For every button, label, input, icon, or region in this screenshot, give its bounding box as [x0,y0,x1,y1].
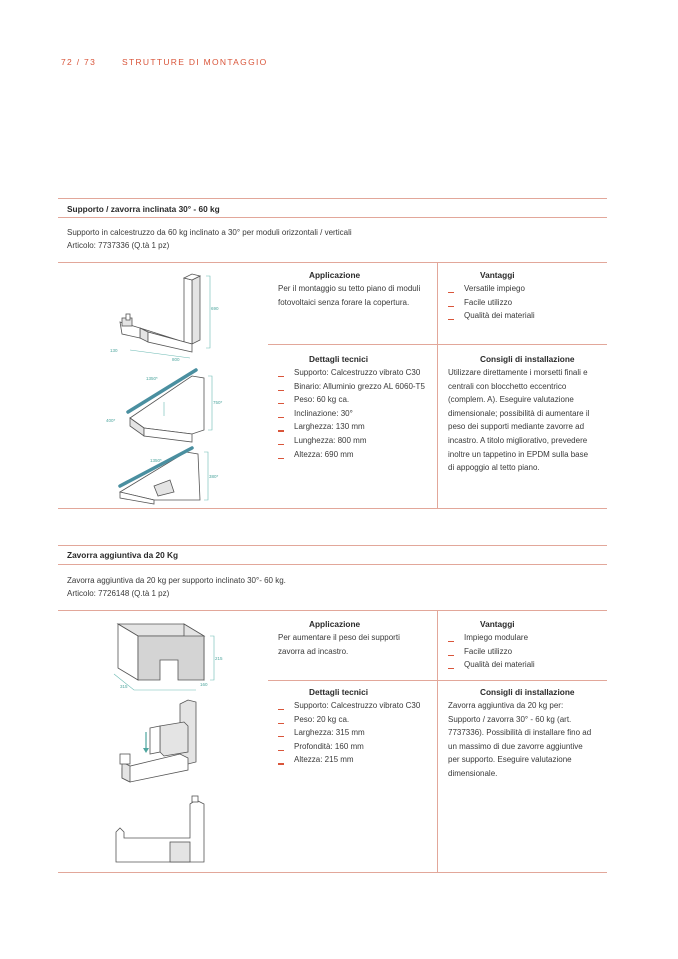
concrete-support-drawing-icon [100,268,270,504]
list-item: Altezza: 690 mm [278,448,425,462]
column-divider [437,262,438,508]
applicazione-title: Applicazione [309,270,361,280]
divider [58,545,607,546]
inclined-support-variant-drawing [120,448,219,504]
divider [58,217,607,218]
divider [58,610,607,611]
description-line: Zavorra aggiuntiva da 20 kg per supporto inclinato 30°- 60 kg. [67,576,286,585]
list-item: Profondità: 160 mm [278,740,420,754]
dettagli-title: Dettagli tecnici [309,354,369,364]
divider [268,680,607,681]
list-item: Qualità dei materiali [448,658,535,672]
consigli-text: Zavorra aggiuntiva da 20 kg per: Supporto / zavorra 30° - 60 kg (art. 7737336). Possibilità di installare fino ad un massimo di due zavorre aggiuntive per supporto. Eseguire valutazione dimensionale. [448,701,592,778]
applicazione-title: Applicazione [309,619,361,629]
list-item: Larghezza: 315 mm [278,726,420,740]
description-line: Supporto in calcestruzzo da 60 kg inclinato a 30° per moduli orizzontali / verticali [67,228,352,237]
consigli-title: Consigli di installazione [480,354,575,364]
vantaggi-title: Vantaggi [480,270,515,280]
vantaggi-title: Vantaggi [480,619,515,629]
vantaggi-list [448,282,535,323]
svg-text:400*: 400* [106,418,116,423]
divider [58,508,607,509]
applicazione-text: Per il montaggio su tetto piano di moduli fotovoltaici senza forare la copertura. [278,284,421,307]
list-item: Supporto: Calcestruzzo vibrato C30 [278,699,420,713]
list-item: Peso: 20 kg ca. [278,713,420,727]
list-item: Facile utilizzo [448,645,535,659]
product-description [67,575,286,600]
svg-text:315: 315 [120,684,128,689]
article-number: Articolo: 7726148 (Q.tà 1 pz) [67,588,170,598]
side-section-drawing [116,796,204,862]
svg-text:800: 800 [172,357,180,362]
divider [58,564,607,565]
divider [58,262,607,263]
list-item: Impiego modulare [448,631,535,645]
product-title: Zavorra aggiuntiva da 20 Kg [67,550,179,560]
column-divider [437,610,438,872]
svg-text:690: 690 [211,306,219,311]
list-item: Altezza: 215 mm [278,753,420,767]
product-description [67,227,352,252]
dettagli-list [278,366,425,461]
ballast-block-drawing-icon [100,614,230,866]
divider [58,872,607,873]
list-item: Lunghezza: 800 mm [278,434,425,448]
vantaggi-list [448,631,535,672]
applicazione-text: Per aumentare il peso dei supporti zavorra ad incastro. [278,633,400,656]
support-with-ballast-drawing [120,700,196,782]
product-title: Supporto / zavorra inclinata 30° - 60 kg [67,204,220,214]
page-numbers: 72 / 73 [61,57,97,67]
page-header [61,57,268,67]
list-item: Supporto: Calcestruzzo vibrato C30 [278,366,425,380]
svg-text:1350*: 1350* [146,376,158,381]
list-item: Versatile impiego [448,282,535,296]
dettagli-title: Dettagli tecnici [309,687,369,697]
list-item: Peso: 60 kg ca. [278,393,425,407]
inclined-support-drawing [106,370,223,442]
dettagli-list [278,699,420,767]
l-support-drawing [110,274,219,362]
svg-text:130: 130 [110,348,118,353]
consigli-text: Utilizzare direttamente i morsetti finali e centrali con blocchetto eccentrico (complem. A). Eseguire valutazione dimensionale; possibilità di aumentare il peso dei supporti mediante zavorre ad incastro. A titolo migliorativo, prevedere inoltre un tappetino in EPDM sulla base di appoggio al tetto piano. [448,368,590,473]
list-item: Qualità dei materiali [448,309,535,323]
svg-text:1350*: 1350* [150,458,162,463]
consigli-title: Consigli di installazione [480,687,575,697]
svg-text:750*: 750* [213,400,223,405]
divider [268,344,607,345]
list-item: Facile utilizzo [448,296,535,310]
section-title: STRUTTURE DI MONTAGGIO [122,57,268,67]
ballast-block-drawing [114,624,223,690]
list-item: Binario: Alluminio grezzo AL 6060-T5 [278,380,425,394]
svg-text:160: 160 [200,682,208,687]
list-item: Larghezza: 130 mm [278,420,425,434]
svg-text:215: 215 [215,656,223,661]
article-number: Articolo: 7737336 (Q.tà 1 pz) [67,240,170,250]
divider [58,198,607,199]
list-item: Inclinazione: 30° [278,407,425,421]
svg-text:380*: 380* [209,474,219,479]
